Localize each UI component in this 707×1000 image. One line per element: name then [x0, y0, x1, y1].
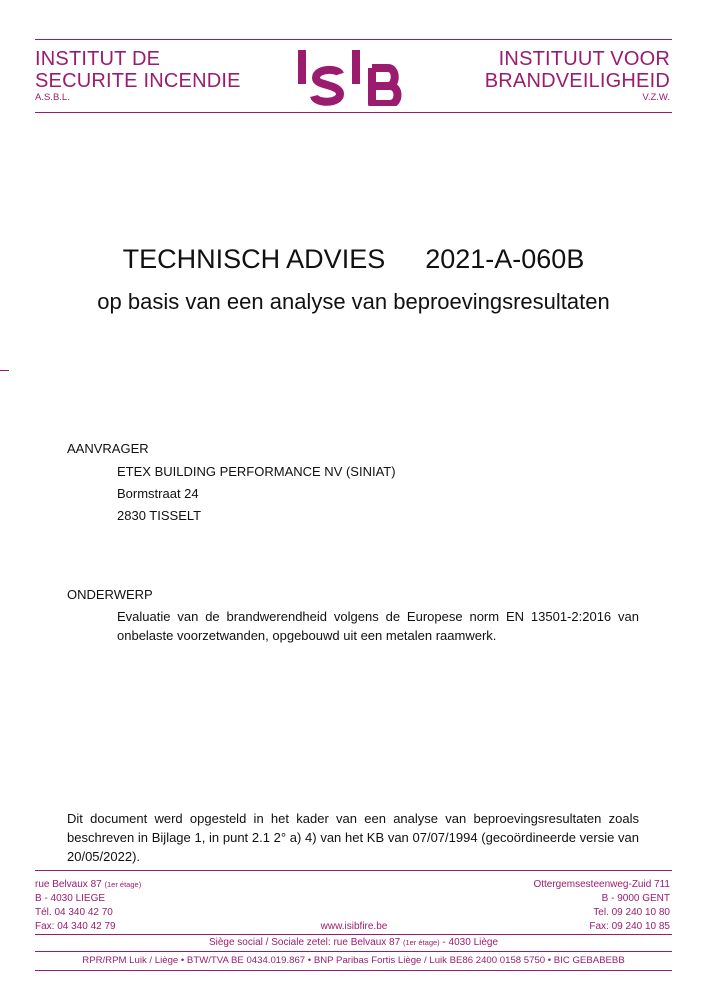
applicant-street: Bormstraat 24 [117, 486, 199, 501]
document-title [0, 244, 707, 275]
footer-liege-floor: (1er étage) [104, 880, 142, 889]
footer-bottom-rule [35, 970, 672, 971]
header-right-legal-form: V.Z.W. [642, 92, 670, 103]
header-right-institute [485, 48, 670, 104]
footer-liege-address [35, 878, 141, 934]
footer-gent-street: Ottergemsesteenweg-Zuid 711 [533, 879, 670, 890]
footer-seat-suffix: - 4030 Liège [439, 937, 499, 948]
footer-gent-tel: Tel. 09 240 10 80 [593, 907, 670, 918]
header-right-line1: INSTITUUT VOOR [498, 48, 670, 70]
document-subtitle: op basis van een analyse van beproevingsresultaten [97, 289, 610, 314]
applicant-name: ETEX BUILDING PERFORMANCE NV (SINIAT) [117, 464, 396, 479]
footer-seat-floor: (1er étage) [402, 938, 440, 947]
isib-logo-mark [294, 44, 414, 106]
footer-liege-fax: Fax: 04 340 42 79 [35, 921, 116, 932]
applicant-city: 2830 TISSELT [117, 508, 202, 523]
footer-lower-rule [35, 951, 672, 952]
document-number: 2021-A-060B [425, 244, 585, 274]
margin-fold-mark [0, 370, 9, 371]
header-left-institute [35, 48, 241, 104]
footer-registry-line: RPR/RPM Luik / Liège • BTW/TVA BE 0434.019.867 • BNP Paribas Fortis Liège / Luik BE86 2400 0158 5750 • BIC GEBABEBB [82, 955, 625, 966]
header-bottom-rule [35, 112, 672, 113]
footer-top-rule [35, 870, 672, 871]
header-left-line1: INSTITUT DE [35, 48, 161, 70]
header-top-rule [35, 39, 672, 40]
subject-text: Evaluatie van de brandwerendheid volgens de Europese norm EN 13501-2:2016 van onbelaste voorzetwanden, opgebouwd uit een metalen raamwerk. [117, 609, 639, 643]
footer-seat-prefix: Siège social / Sociale zetel: rue Belvaux 87 [208, 937, 401, 948]
footer-liege-street: rue Belvaux 87 [35, 879, 102, 890]
subject-label: ONDERWERP [67, 587, 153, 602]
header-left-line2: SECURITE INCENDIE [35, 70, 241, 92]
header-right-line2: BRANDVEILIGHEID [484, 70, 670, 92]
applicant-label: AANVRAGER [67, 441, 149, 456]
footer-liege-city: B - 4030 LIEGE [35, 893, 106, 904]
document-title-main: TECHNISCH ADVIES [122, 244, 386, 274]
header-left-legal-form: A.S.B.L. [35, 92, 70, 103]
footer-gent-fax: Fax: 09 240 10 85 [589, 921, 670, 932]
footer-gent-address [533, 878, 670, 934]
isib-logo [294, 44, 414, 106]
footer-registered-seat [0, 936, 707, 950]
footer-liege-tel: Tél. 04 340 42 70 [35, 907, 113, 918]
legal-note: Dit document werd opgesteld in het kader van een analyse van beproevingsresultaten zoals beschreven in Bijlage 1, in punt 2.1 2° a) 4) van het KB van 07/07/1994 (gecoördineerde versie van 20/05/2022). [67, 811, 639, 864]
footer-mid-rule [35, 934, 672, 935]
footer-website-link[interactable]: www.isibfire.be [320, 921, 388, 932]
footer-gent-city: B - 9000 GENT [601, 893, 670, 904]
